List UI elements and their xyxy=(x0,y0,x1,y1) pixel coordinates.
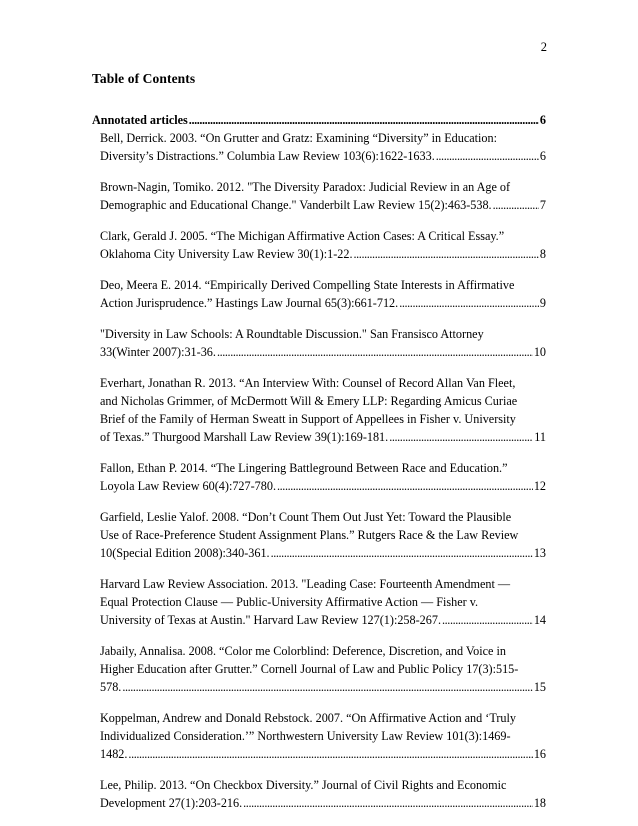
section-page: 6 xyxy=(539,113,546,127)
toc-entry-line: Equal Protection Clause — Public-University Affirmative Action — Fisher v. xyxy=(100,595,479,609)
toc-entry-page: 13 xyxy=(533,546,546,560)
toc-entry[interactable] xyxy=(100,642,546,696)
toc-entry-text: 10(Special Edition 2008):340-361. xyxy=(100,546,270,560)
toc-entry-line: "Diversity in Law Schools: A Roundtable Discussion." San Fransisco Attorney xyxy=(100,327,484,341)
toc-entry[interactable] xyxy=(100,227,546,263)
toc-entry-line: Koppelman, Andrew and Donald Rebstock. 2007. “On Affirmative Action and ‘Truly xyxy=(100,711,517,725)
toc-entry-page: 7 xyxy=(539,198,546,212)
toc-entry-page: 12 xyxy=(533,479,546,493)
toc-entry[interactable] xyxy=(100,178,546,214)
toc-entries xyxy=(100,129,546,812)
toc-entry-page: 10 xyxy=(533,345,546,359)
toc-section xyxy=(92,111,546,825)
toc-entry-last-line xyxy=(100,544,546,562)
toc-entry[interactable] xyxy=(100,575,546,629)
toc-entry-text: 33(Winter 2007):31-36. xyxy=(100,345,216,359)
page-number: 2 xyxy=(540,40,547,54)
dot-leader xyxy=(436,147,539,165)
toc-entry-page: 6 xyxy=(539,149,546,163)
toc-entry-last-line xyxy=(100,745,546,763)
dot-leader xyxy=(128,745,532,763)
toc-entry-page: 14 xyxy=(533,613,546,627)
toc-entry[interactable] xyxy=(100,276,546,312)
toc-entry-text: Oklahoma City University Law Review 30(1):1-22. xyxy=(100,247,353,261)
toc-entry-text: of Texas.” Thurgood Marshall Law Review 39(1):169-181. xyxy=(100,430,389,444)
toc-entry-text: Development 27(1):203-216. xyxy=(100,796,243,810)
toc-entry-line: Brown-Nagin, Tomiko. 2012. "The Diversity Paradox: Judicial Review in an Age of xyxy=(100,180,511,194)
section-heading[interactable] xyxy=(92,111,546,129)
toc-entry-line: Jabaily, Annalisa. 2008. “Color me Colorblind: Deference, Discretion, and Voice in xyxy=(100,644,506,658)
toc-entry-line: Harvard Law Review Association. 2013. "Leading Case: Fourteenth Amendment — xyxy=(100,577,511,591)
toc-entry[interactable] xyxy=(100,508,546,562)
toc-entry-line: Brief of the Family of Herman Sweatt in Support of Appellees in Fisher v. University xyxy=(100,412,516,426)
dot-leader xyxy=(217,343,533,361)
toc-entry-page: 16 xyxy=(533,747,546,761)
toc-entry-line: Deo, Meera E. 2014. “Empirically Derived Compelling State Interests in Affirmative xyxy=(100,278,515,292)
toc-entry-last-line xyxy=(100,294,546,312)
toc-entry-page: 9 xyxy=(539,296,546,310)
toc-entry[interactable] xyxy=(100,325,546,361)
toc-entry-text: Demographic and Educational Change." Vanderbilt Law Review 15(2):463-538. xyxy=(100,198,492,212)
toc-entry[interactable] xyxy=(100,374,546,446)
toc-entry-page: 11 xyxy=(534,430,546,444)
toc-entry-text: Loyola Law Review 60(4):727-780. xyxy=(100,479,276,493)
toc-entry-text: 578. xyxy=(100,680,122,694)
toc-entry-last-line xyxy=(100,147,546,165)
toc-entry-last-line xyxy=(100,611,546,629)
toc-entry-line: Everhart, Jonathan R. 2013. “An Interview With: Counsel of Record Allan Van Fleet, xyxy=(100,376,516,390)
toc-entry-last-line xyxy=(100,245,546,263)
section-label: Annotated articles xyxy=(92,113,188,127)
dot-leader xyxy=(399,294,539,312)
toc-entry-page: 8 xyxy=(539,247,546,261)
dot-leader xyxy=(389,428,533,446)
toc-entry-text: University of Texas at Austin." Harvard Law Review 127(1):258-267. xyxy=(100,613,442,627)
toc-entry-line: Bell, Derrick. 2003. “On Grutter and Gratz: Examining “Diversity” in Education: xyxy=(100,131,497,145)
toc-entry-last-line xyxy=(100,678,546,696)
dot-leader xyxy=(442,611,533,629)
dot-leader xyxy=(493,196,539,214)
toc-entry-line: and Nicholas Grimmer, of McDermott Will & Emery LLP: Regarding Amicus Curiae xyxy=(100,394,518,408)
toc-entry-line: Clark, Gerald J. 2005. “The Michigan Affirmative Action Cases: A Critical Essay.” xyxy=(100,229,505,243)
toc-entry-text: 1482. xyxy=(100,747,128,761)
toc-entry[interactable] xyxy=(100,459,546,495)
dot-leader xyxy=(189,111,539,129)
toc-entry-line: Garfield, Leslie Yalof. 2008. “Don’t Count Them Out Just Yet: Toward the Plausible xyxy=(100,510,512,524)
toc-entry[interactable] xyxy=(100,776,546,812)
toc-entry-page: 15 xyxy=(533,680,546,694)
toc-entry-last-line xyxy=(100,196,546,214)
toc-entry-last-line xyxy=(100,477,546,495)
dot-leader xyxy=(354,245,539,263)
dot-leader xyxy=(122,678,532,696)
dot-leader xyxy=(277,477,533,495)
toc-entry-page: 18 xyxy=(533,796,546,810)
toc-entry-line: Use of Race-Preference Student Assignment Plans.” Rutgers Race & the Law Review xyxy=(100,528,519,542)
dot-leader xyxy=(243,794,533,812)
dot-leader xyxy=(271,544,533,562)
toc-entry-text: Diversity’s Distractions.” Columbia Law Review 103(6):1622-1633. xyxy=(100,149,435,163)
toc-entry-last-line xyxy=(100,794,546,812)
toc-entry-text: Action Jurisprudence.” Hastings Law Journal 65(3):661-712. xyxy=(100,296,399,310)
toc-entry-line: Individualized Consideration.’” Northwestern University Law Review 101(3):1469- xyxy=(100,729,511,743)
toc-title: Table of Contents xyxy=(92,71,196,86)
toc-entry-last-line xyxy=(100,428,546,446)
toc-entry-line: Fallon, Ethan P. 2014. “The Lingering Battleground Between Race and Education.” xyxy=(100,461,508,475)
toc-entry[interactable] xyxy=(100,129,546,165)
toc-entry[interactable] xyxy=(100,709,546,763)
toc-entry-line: Lee, Philip. 2013. “On Checkbox Diversity.” Journal of Civil Rights and Economic xyxy=(100,778,507,792)
toc-entry-line: Higher Education after Grutter.” Cornell Journal of Law and Public Policy 17(3):515- xyxy=(100,662,519,676)
toc-entry-last-line xyxy=(100,343,546,361)
